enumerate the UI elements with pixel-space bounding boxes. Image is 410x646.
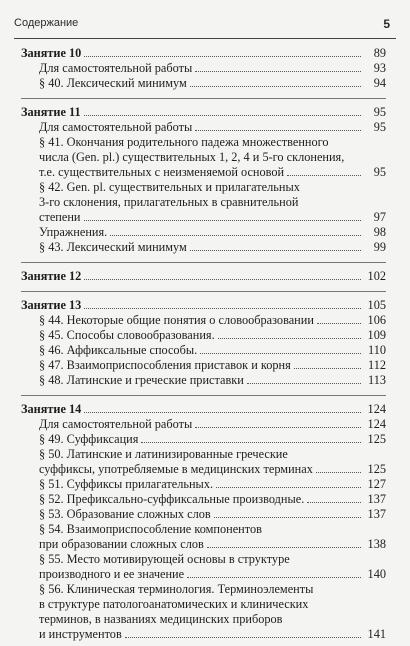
toc-entry-line[interactable]: [21, 567, 386, 582]
toc-lesson-heading-text: Занятие 12: [21, 269, 82, 283]
toc-entry-line-text: 3-го склонения, прилагательных в сравнительной: [39, 195, 299, 209]
dot-leader: [247, 383, 361, 384]
dot-leader: [84, 115, 361, 116]
toc-entry-line-text: § 45. Способы словообразования.: [39, 328, 215, 342]
toc-entry-line[interactable]: [21, 612, 386, 627]
dot-leader: [195, 130, 361, 131]
toc-entry-line-text: при образовании сложных слов: [39, 537, 204, 551]
toc-lesson-heading[interactable]: [21, 105, 386, 120]
toc-page-number: 125: [367, 462, 386, 476]
toc-lesson-heading-text: Занятие 11: [21, 105, 81, 119]
toc-lesson-heading[interactable]: [21, 402, 386, 417]
toc-section: [21, 46, 386, 95]
section-divider: [21, 291, 386, 292]
toc-lesson-heading[interactable]: [21, 46, 386, 61]
dot-leader: [84, 279, 361, 280]
running-header-title: Содержание: [14, 17, 79, 29]
toc-entry-line[interactable]: [21, 165, 386, 180]
toc-entry-line-text: Для самостоятельной работы: [39, 417, 193, 431]
toc-page-number: 109: [367, 328, 386, 342]
toc-entry-line[interactable]: [21, 522, 386, 537]
toc-entry-line-text: § 52. Префиксально-суффиксальные производные.: [39, 492, 305, 506]
dot-leader: [84, 220, 362, 221]
toc-page-number: 140: [367, 567, 386, 581]
dot-leader: [195, 427, 361, 428]
dot-leader: [190, 250, 361, 251]
toc-page-number: 106: [367, 313, 386, 327]
dot-leader: [84, 412, 361, 413]
toc-entry-line-text: § 40. Лексический минимум: [39, 76, 187, 90]
toc-entry-line[interactable]: [21, 582, 386, 597]
toc-page-number: 137: [367, 492, 386, 506]
toc-entry-line-text: и инструментов: [39, 627, 122, 641]
toc-entry-line[interactable]: [21, 150, 386, 165]
toc-lesson-heading-text: Занятие 14: [21, 402, 82, 416]
toc-entry-line[interactable]: [21, 240, 386, 255]
toc-section: [21, 402, 386, 646]
running-header: [14, 17, 390, 33]
dot-leader: [195, 71, 361, 72]
toc-entry-line-text: § 50. Латинские и латинизированные греческие: [39, 447, 288, 461]
dot-leader: [207, 547, 361, 548]
toc-lesson-heading[interactable]: [21, 298, 386, 313]
toc-entry-line[interactable]: [21, 447, 386, 462]
dot-leader: [125, 637, 361, 638]
toc-page-number: 138: [367, 537, 386, 551]
toc-entry-line[interactable]: [21, 627, 386, 642]
toc-page-number: 94: [373, 76, 386, 90]
toc-entry-line-text: § 46. Аффиксальные способы.: [39, 343, 198, 357]
toc-lesson-heading-text: Занятие 13: [21, 298, 82, 312]
dot-leader: [294, 368, 361, 369]
toc-entry-line[interactable]: [21, 313, 386, 328]
toc-section: [21, 298, 386, 392]
toc-page-number: 95: [373, 165, 386, 179]
toc-entry-line[interactable]: [21, 135, 386, 150]
toc-page-number: 137: [367, 507, 386, 521]
toc-page-number: 97: [373, 210, 386, 224]
toc-page-number: 93: [373, 61, 386, 75]
dot-leader: [141, 442, 361, 443]
dot-leader: [110, 235, 361, 236]
dot-leader: [316, 472, 361, 473]
toc-entry-line-text: числа (Gen. pl.) существительных 1, 2, 4 и 5-го склонения,: [39, 150, 345, 164]
toc-entry-line[interactable]: [21, 597, 386, 612]
toc-entry-line[interactable]: [21, 492, 386, 507]
dot-leader: [307, 502, 361, 503]
toc-entry-line-text: т.е. существительных с неизменяемой основой: [39, 165, 285, 179]
toc-section: [21, 269, 386, 288]
dot-leader: [200, 353, 361, 354]
toc-entry-line[interactable]: [21, 120, 386, 135]
dot-leader: [218, 338, 361, 339]
toc-entry-line[interactable]: [21, 210, 386, 225]
toc-page-number: 110: [368, 343, 386, 357]
toc-entry-line[interactable]: [21, 373, 386, 388]
dot-leader: [187, 577, 361, 578]
section-divider: [21, 98, 386, 99]
toc-page-number: 125: [367, 432, 386, 446]
toc-entry-line-text: § 53. Образование сложных слов: [39, 507, 211, 521]
toc-entry-line-text: суффиксы, употребляемые в медицинских терминах: [39, 462, 313, 476]
toc-page-number: 98: [373, 225, 386, 239]
toc-entry-line-text: § 41. Окончания родительного падежа множественного: [39, 135, 329, 149]
toc-entry-line[interactable]: [21, 61, 386, 76]
toc-page-number: 113: [368, 373, 386, 387]
toc-entry-line-text: степени: [39, 210, 81, 224]
toc-entry-line-text: производного и ее значение: [39, 567, 185, 581]
page-number: 5: [383, 17, 390, 31]
toc-entry-line-text: § 54. Взаимоприспособление компонентов: [39, 522, 262, 536]
toc-entry-line[interactable]: [21, 507, 386, 522]
toc-entry-line[interactable]: [21, 343, 386, 358]
toc-entry-line-text: в структуре патологоанатомических и клинических: [39, 597, 309, 611]
toc-entry-line-text: § 44. Некоторые общие понятия о словообразовании: [39, 313, 314, 327]
toc-page-number: 141: [367, 627, 386, 641]
toc-entry-line-text: § 51. Суффиксы прилагательных.: [39, 477, 214, 491]
toc-entry-line-text: § 56. Клиническая терминология. Терминоэлементы: [39, 582, 314, 596]
section-divider: [21, 395, 386, 396]
toc-entry-line-text: § 47. Взаимоприспособления приставок и корня: [39, 358, 291, 372]
toc-page-number: 124: [367, 417, 386, 431]
toc-entry-line[interactable]: [21, 417, 386, 432]
toc-entry-line-text: Для самостоятельной работы: [39, 120, 193, 134]
toc-entry-line[interactable]: [21, 432, 386, 447]
toc-entry-line-text: § 42. Gen. pl. существительных и прилагательных: [39, 180, 300, 194]
toc-entry-line[interactable]: [21, 358, 386, 373]
toc-entry-line-text: § 48. Латинские и греческие приставки: [39, 373, 244, 387]
toc-entry-line[interactable]: [21, 195, 386, 210]
toc-page-number: 95: [373, 120, 386, 134]
toc-entry-line[interactable]: [21, 180, 386, 195]
toc-page-number: 112: [368, 358, 386, 372]
table-of-contents: [21, 46, 386, 646]
toc-entry-line-text: Для самостоятельной работы: [39, 61, 193, 75]
toc-entry-line[interactable]: [21, 225, 386, 240]
toc-entry-line[interactable]: [21, 328, 386, 343]
toc-entry-line[interactable]: [21, 477, 386, 492]
toc-entry-line-text: § 55. Место мотивирующей основы в структуре: [39, 552, 290, 566]
toc-page-number: 99: [373, 240, 386, 254]
toc-page-number: 124: [367, 402, 386, 416]
dot-leader: [317, 323, 361, 324]
toc-entry-line-text: Упражнения.: [39, 225, 108, 239]
dot-leader: [287, 175, 361, 176]
dot-leader: [214, 517, 361, 518]
toc-page-number: 89: [373, 46, 386, 60]
toc-entry-line[interactable]: [21, 462, 386, 477]
toc-entry-line[interactable]: [21, 76, 386, 91]
dot-leader: [84, 56, 361, 57]
toc-section: [21, 105, 386, 259]
header-rule: [14, 38, 396, 39]
toc-lesson-heading-text: Занятие 10: [21, 46, 82, 60]
dot-leader: [84, 308, 361, 309]
toc-entry-line[interactable]: [21, 552, 386, 567]
toc-page-number: 102: [367, 269, 386, 283]
toc-entry-line-text: терминов, в названиях медицинских приборов: [39, 612, 283, 626]
toc-entry-line[interactable]: [21, 537, 386, 552]
dot-leader: [190, 86, 361, 87]
toc-page-number: 127: [367, 477, 386, 491]
toc-page-number: 105: [367, 298, 386, 312]
dot-leader: [216, 487, 361, 488]
toc-lesson-heading[interactable]: [21, 269, 386, 284]
toc-page-number: 95: [373, 105, 386, 119]
toc-entry-line-text: § 43. Лексический минимум: [39, 240, 187, 254]
toc-entry-line-text: § 49. Суффиксация: [39, 432, 139, 446]
section-divider: [21, 262, 386, 263]
